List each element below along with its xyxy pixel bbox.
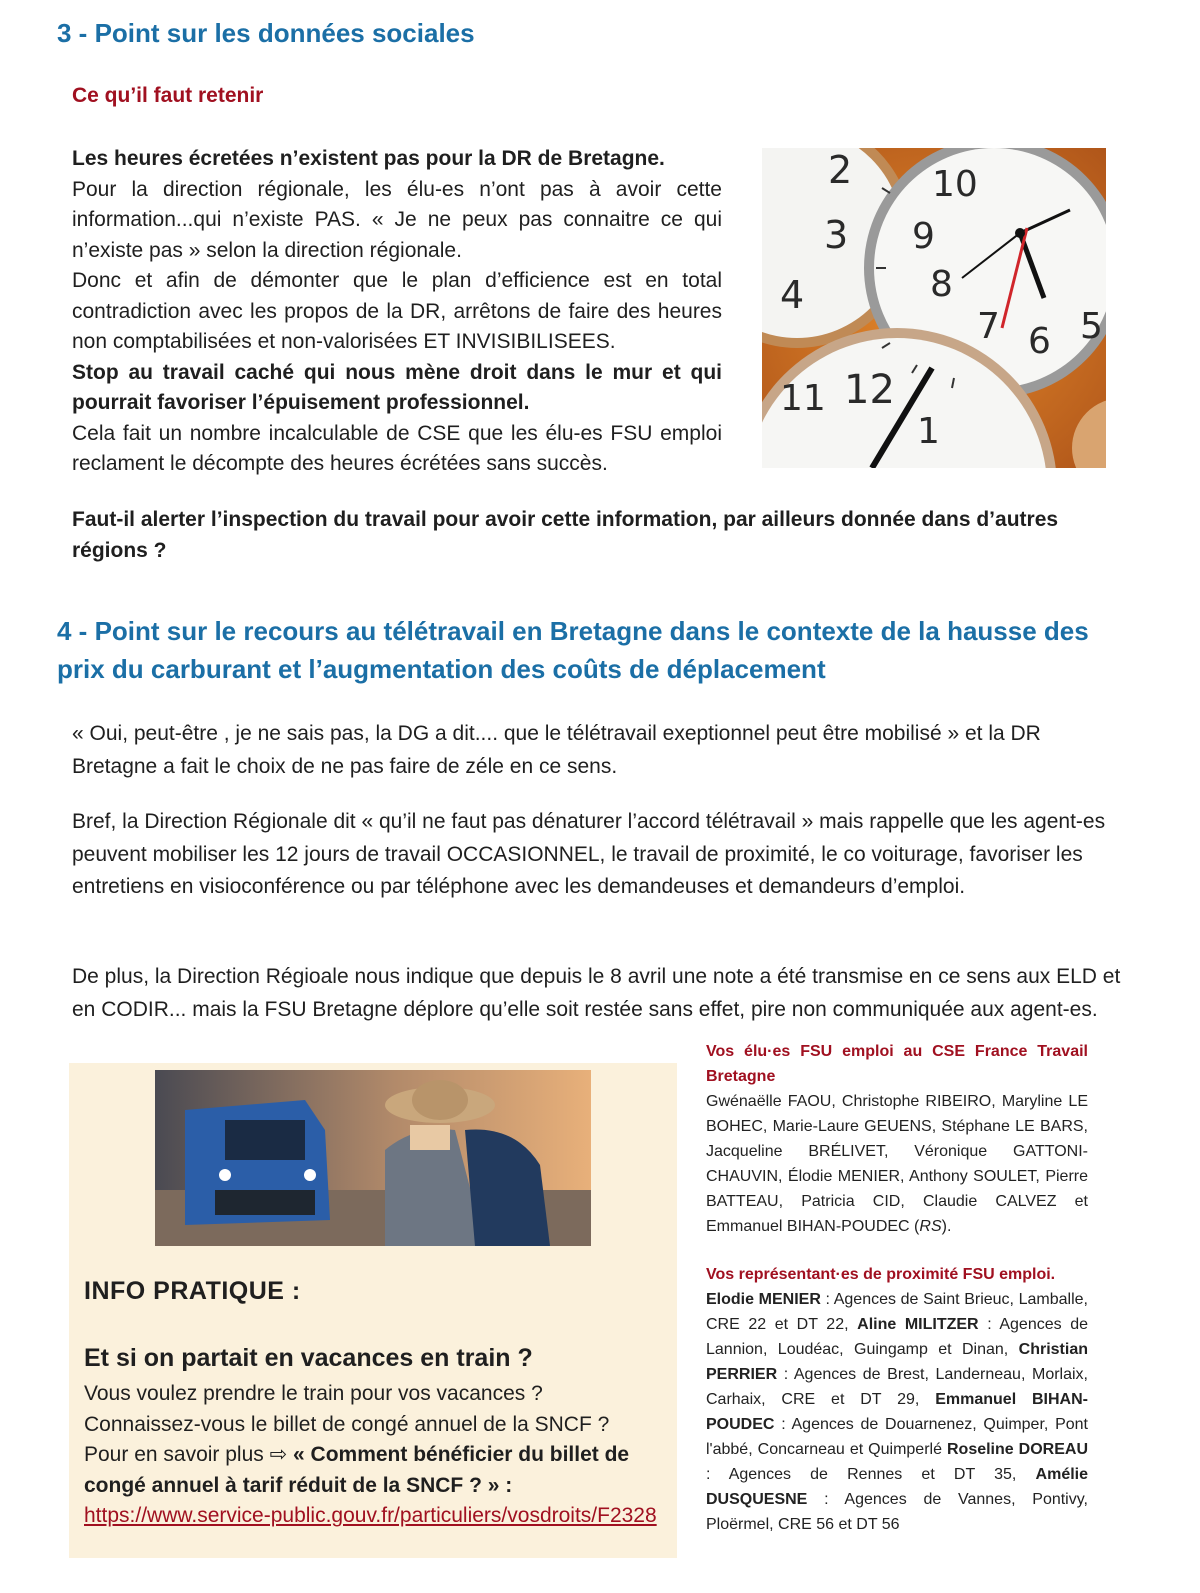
- service-public-link[interactable]: https://www.service-public.gouv.fr/particuliers/vosdroits/F2328: [84, 1504, 657, 1527]
- section3-p3-bold: Stop au travail caché qui nous mène droit dans le mur et qui pourrait favoriser l’épuisement professionnel.: [72, 360, 722, 414]
- rep-agencies: : Agences de Rennes et DT 35,: [706, 1466, 1036, 1483]
- elus-names-para: [706, 1089, 1088, 1239]
- section3-body: [72, 144, 722, 480]
- section3-p4: Cela fait un nombre incalculable de CSE que les élu-es FSU emploi reclament le décompte des heures écrétées sans succès.: [72, 421, 722, 475]
- rep-name: Amélie DUSQUESNE: [706, 1466, 1088, 1508]
- rep-name: Roseline DOREAU: [946, 1441, 1089, 1458]
- clock1-number: 4: [780, 273, 805, 317]
- clock1-number: 2: [828, 148, 853, 192]
- reps-block: [706, 1262, 1088, 1537]
- section3-subtitle: Ce qu’il faut retenir: [72, 84, 264, 107]
- rep-name: Aline MILITZER: [857, 1316, 979, 1333]
- info-line3-bold: « Comment bénéficier du billet de congé annuel à tarif réduit de la SNCF ? » :: [84, 1443, 630, 1497]
- info-line3: [84, 1440, 659, 1501]
- clock2-number: 8: [930, 264, 953, 305]
- info-question: Et si on partait en vacances en train ?: [84, 1344, 533, 1372]
- section3-p1-bold: Les heures écretées n’existent pas pour la DR de Bretagne.: [72, 147, 665, 170]
- elus-rs-close: ).: [941, 1218, 952, 1235]
- train-photo: [155, 1070, 591, 1246]
- elus-rs: RS: [919, 1218, 942, 1235]
- info-line3-prefix: Pour en savoir plus ⇨: [84, 1443, 294, 1466]
- clock3-number: 12: [844, 367, 895, 413]
- elus-heading: Vos élu·es FSU emploi au CSE France Travail Bretagne: [706, 1043, 1088, 1085]
- clocks-image: [762, 148, 1106, 468]
- section3-p1: Pour la direction régionale, les élu-es n’ont pas à avoir cette information...qui n’existe PAS. « Je ne peux pas connaitre ce qui n’existe pas » selon la direction régionale.: [72, 177, 722, 262]
- reps-heading: Vos représentant·es de proximité FSU emploi.: [706, 1266, 1056, 1283]
- reps-list: [706, 1287, 1088, 1537]
- clock2-number: 6: [1028, 321, 1051, 362]
- clock3-number: 11: [780, 378, 826, 419]
- section4-p2: Bref, la Direction Régionale dit « qu’il ne faut pas dénaturer l’accord télétravail » mais rappelle que les agent-es peuvent mobiliser les 12 jours de travail OCCASIONNEL, le travail de proximité, le co voiturage, favoriser les entretiens en visioconférence ou par téléphone avec les demandeuses et demandeurs d’emploi.: [72, 810, 1106, 898]
- clock2-number: 10: [932, 164, 978, 205]
- clock2-number: 5: [1080, 306, 1103, 347]
- info-text: [84, 1379, 659, 1532]
- rep-name: Elodie MENIER: [706, 1291, 821, 1308]
- section4-title: 4 - Point sur le recours au télétravail en Bretagne dans le contexte de la hausse des prix du carburant et l’augmentation des coûts de déplacement: [57, 616, 1089, 684]
- info-heading: INFO PRATIQUE :: [84, 1277, 301, 1305]
- section4-p3: De plus, la Direction Régioale nous indique que depuis le 8 avril une note a été transmise en ce sens aux ELD et en CODIR... mais la FSU Bretagne déplore qu’elle soit restée sans effet, pire non communiquée aux agent-es.: [72, 965, 1121, 1021]
- info-line2: Connaissez-vous le billet de congé annuel de la SNCF ?: [84, 1412, 610, 1436]
- section3-p2: Donc et afin de démonter que le plan d’efficience est en total contradiction avec les propos de la DR, arrêtons de faire des heures non comptabilisées et non-valorisées ET INVISIBILISEES.: [72, 269, 722, 353]
- section4-p1: « Oui, peut-être , je ne sais pas, la DG a dit.... que le télétravail exeptionnel peut être mobilisé » et la DR Bretagne a fait le choix de ne pas faire de zéle en ce sens.: [72, 722, 1041, 778]
- section3-question: Faut-il alerter l’inspection du travail pour avoir cette information, par ailleurs donnée dans d’autres régions ?: [72, 508, 1059, 562]
- clock2-number: 9: [912, 216, 935, 257]
- rep-agencies: : Agences de Vannes, Pontivy, Ploërmel, CRE 56 et DT 56: [706, 1491, 1088, 1533]
- rep-agencies: : Agences de Douarnenez, Quimper, Pont l'abbé, Concarneau et Quimperlé: [706, 1416, 1088, 1458]
- clock1-number: 3: [824, 213, 849, 257]
- section3-title: 3 - Point sur les données sociales: [57, 18, 475, 48]
- rep-agencies: : Agences de Brest, Landerneau, Morlaix, Carhaix, CRE et DT 29,: [706, 1366, 1088, 1408]
- info-box: [69, 1063, 677, 1558]
- rep-name: Emmanuel BIHAN-POUDEC: [706, 1391, 1088, 1433]
- elus-names: Gwénaëlle FAOU, Christophe RIBEIRO, Maryline LE BOHEC, Marie-Laure GEUENS, Stéphane LE BARS, Jacqueline BRÉLIVET, Véronique GATTONI-CHAUVIN, Élodie MENIER, Anthony SOULET, Pierre BATTEAU, Patricia CID, Claudie CALVEZ et Emmanuel BIHAN-POUDEC: [706, 1093, 1088, 1235]
- clock3-number: 1: [917, 411, 940, 452]
- rep-agencies: : Agences de Saint Brieuc, Lamballe, CRE 22 et DT 22,: [706, 1291, 1089, 1333]
- clock2-number: 7: [977, 306, 1000, 347]
- elus-rs-open: (: [909, 1218, 920, 1235]
- rep-agencies: : Agences de Lannion, Loudéac, Guingamp et Dinan,: [706, 1316, 1088, 1358]
- rep-name: Christian PERRIER: [706, 1341, 1088, 1383]
- elus-block: [706, 1039, 1088, 1239]
- info-line1: Vous voulez prendre le train pour vos vacances ?: [84, 1382, 543, 1405]
